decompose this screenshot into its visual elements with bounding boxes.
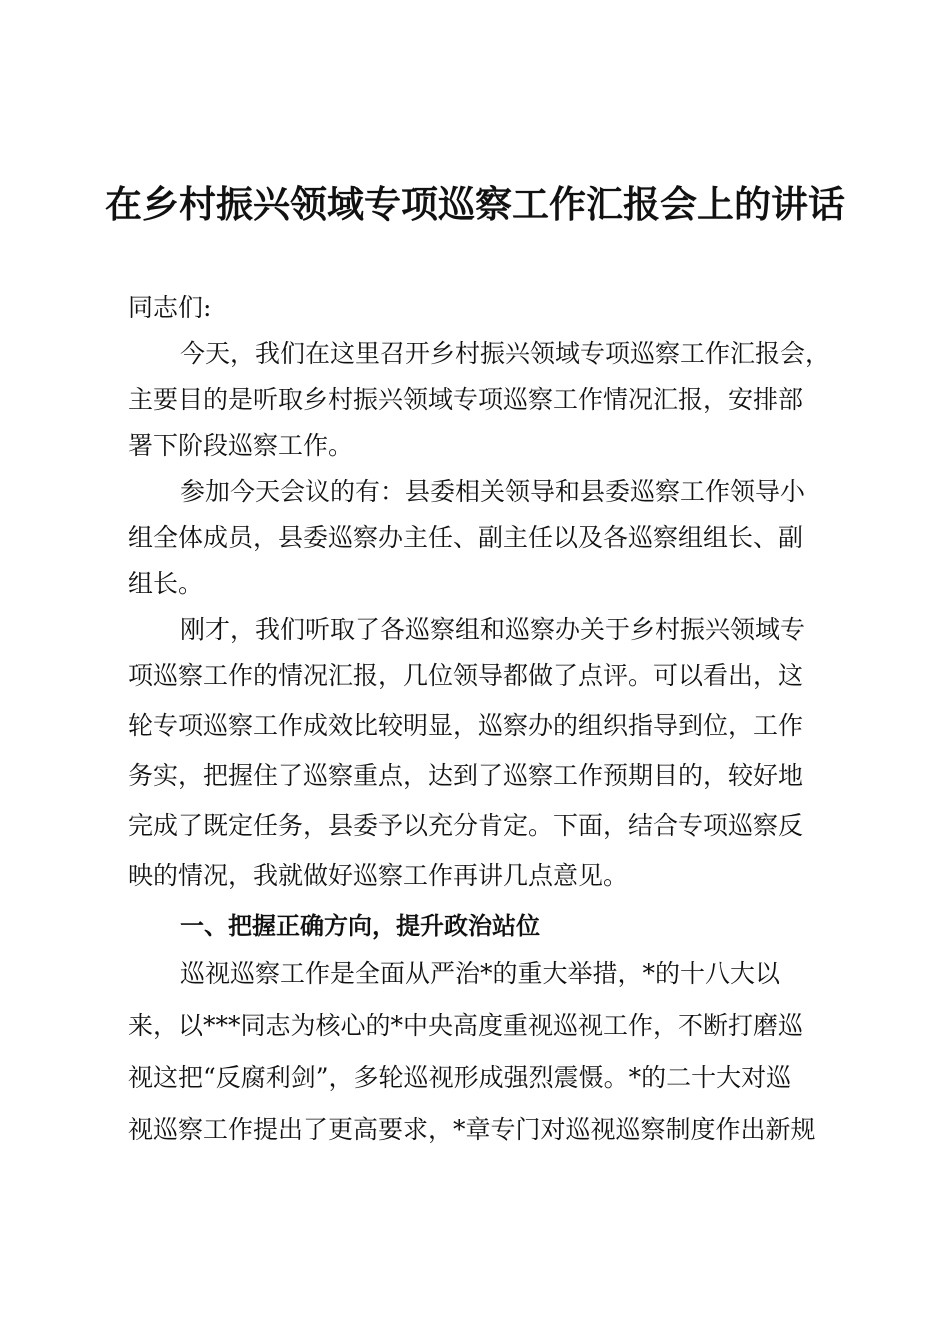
section-heading: 一、把握正确方向，提升政治站位 (180, 912, 540, 940)
paragraph-line: 映的情况，我就做好巡察工作再讲几点意见。 (128, 861, 629, 890)
document-title: 在乡村振兴领域专项巡察工作汇报会上的讲话 (105, 182, 845, 226)
paragraph-line: 来，以***同志为核心的*中央高度重视巡视工作，不断打磨巡 (128, 1011, 804, 1040)
paragraph-line: 今天，我们在这里召开乡村振兴领域专项巡察工作汇报会， (180, 339, 831, 368)
paragraph-line: 参加今天会议的有：县委相关领导和县委巡察工作领导小 (180, 477, 806, 506)
paragraph-line: 项巡察工作的情况汇报，几位领导都做了点评。可以看出，这 (128, 661, 804, 690)
paragraph-line: 完成了既定任务，县委予以充分肯定。下面，结合专项巡察反 (128, 811, 804, 840)
greeting: 同志们: (128, 293, 212, 322)
paragraph-line: 主要目的是听取乡村振兴领域专项巡察工作情况汇报，安排部 (128, 385, 804, 414)
paragraph-line: 务实，把握住了巡察重点，达到了巡察工作预期目的，较好地 (128, 761, 804, 790)
paragraph-line: 视这把“反腐利剑”，多轮巡视形成强烈震慑。*的二十大对巡 (128, 1063, 792, 1092)
paragraph-line: 巡视巡察工作是全面从严治*的重大举措，*的十八大以 (180, 959, 781, 988)
paragraph-line: 轮专项巡察工作成效比较明显，巡察办的组织指导到位，工作 (128, 711, 804, 740)
paragraph-line: 组全体成员，县委巡察办主任、副主任以及各巡察组组长、副 (128, 523, 804, 552)
paragraph-line: 视巡察工作提出了更高要求，*章专门对巡视巡察制度作出新规 (128, 1115, 816, 1144)
paragraph-line: 刚才，我们听取了各巡察组和巡察办关于乡村振兴领域专 (180, 615, 806, 644)
paragraph-line: 组长。 (128, 569, 204, 598)
paragraph-line: 署下阶段巡察工作。 (128, 431, 354, 460)
